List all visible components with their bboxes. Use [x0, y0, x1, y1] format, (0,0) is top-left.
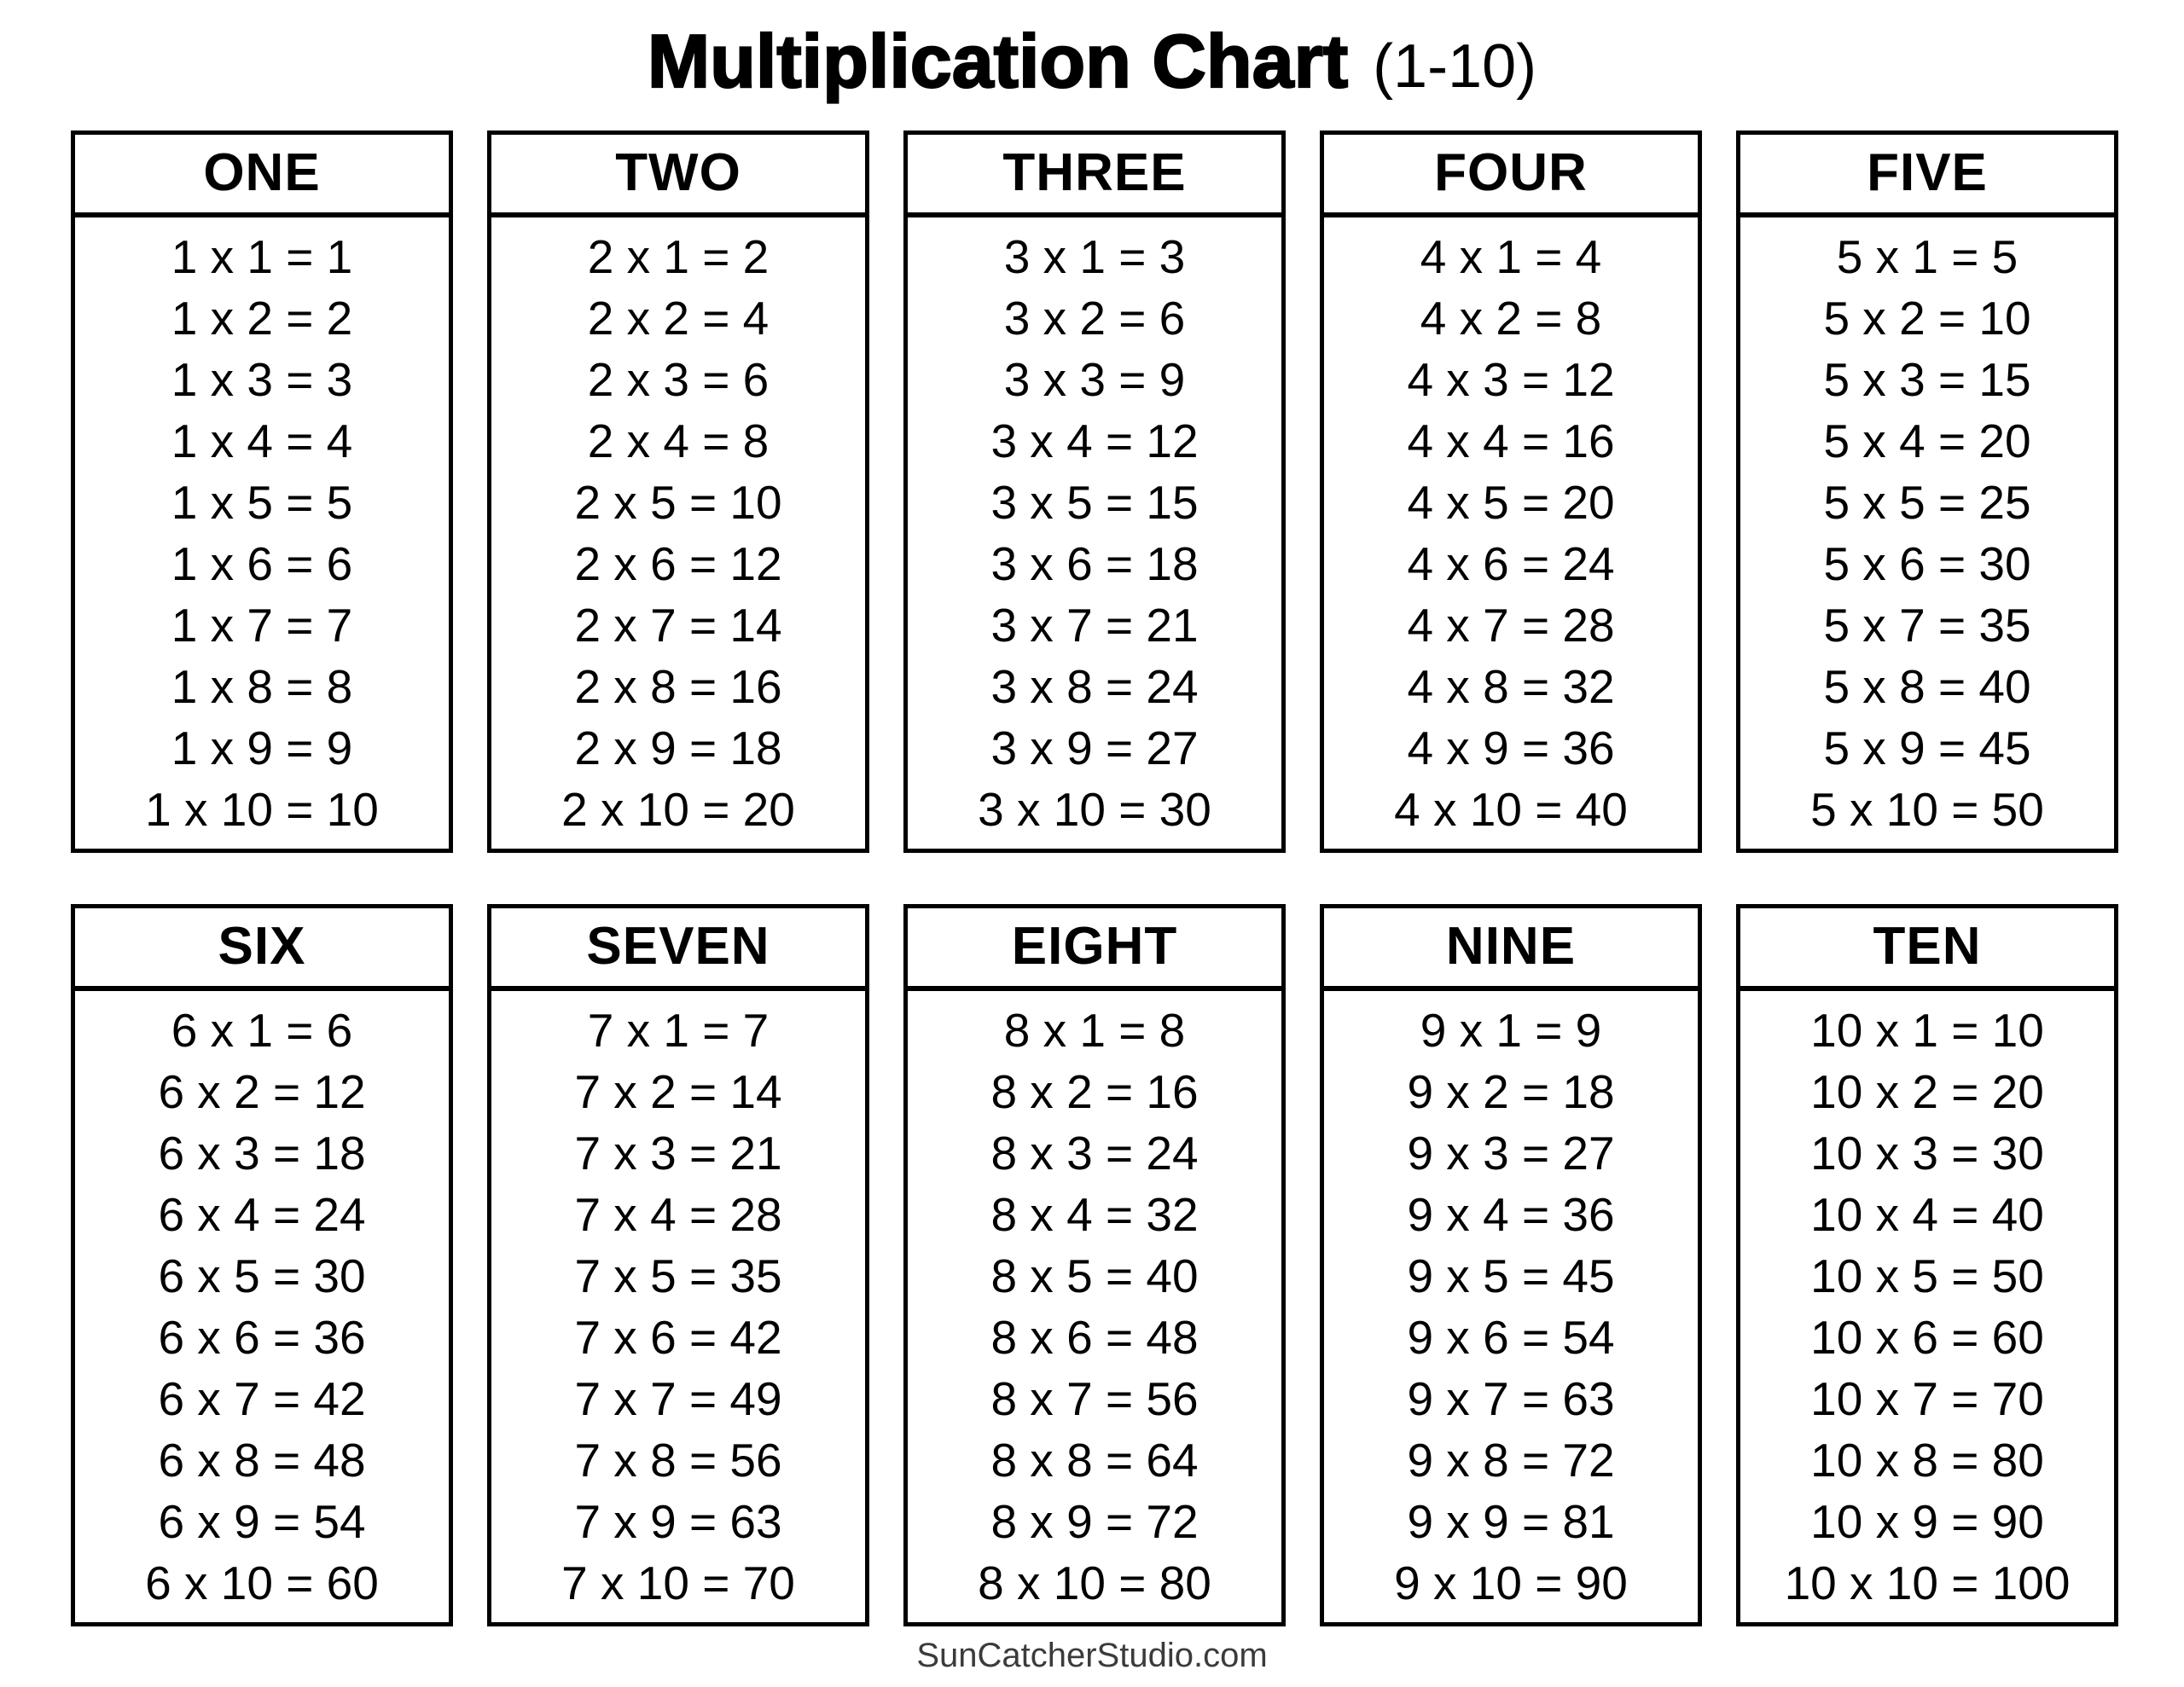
equation-row: 7 x 2 = 14	[574, 1065, 782, 1118]
equation-row: 10 x 1 = 10	[1810, 1004, 2044, 1057]
equation-row: 6 x 3 = 18	[158, 1127, 366, 1180]
equation-row: 4 x 8 = 32	[1407, 660, 1615, 713]
equation-row: 6 x 5 = 30	[158, 1249, 366, 1302]
equation-row: 5 x 8 = 40	[1823, 660, 2031, 713]
equation-row: 3 x 2 = 6	[1003, 292, 1186, 345]
multiplication-table-card	[71, 904, 453, 1626]
equation-row: 7 x 8 = 56	[574, 1434, 782, 1487]
equation-row: 5 x 6 = 30	[1823, 537, 2031, 590]
page-title-main: Multiplication Chart	[647, 19, 1349, 103]
table-body	[1740, 217, 2114, 849]
footer-credit: SunCatcherStudio.com	[916, 1637, 1268, 1674]
equation-row: 8 x 2 = 16	[990, 1065, 1199, 1118]
equation-row: 1 x 9 = 9	[171, 722, 353, 774]
table-body	[1740, 991, 2114, 1622]
table-header: FOUR	[1324, 135, 1698, 217]
equation-row: 10 x 9 = 90	[1810, 1495, 2044, 1548]
tables-grid	[0, 130, 2184, 1626]
equation-row: 9 x 7 = 63	[1407, 1372, 1615, 1425]
equation-row: 7 x 9 = 63	[574, 1495, 782, 1548]
multiplication-table-card	[1736, 130, 2118, 853]
equation-row: 3 x 5 = 15	[990, 476, 1199, 529]
equation-row: 1 x 4 = 4	[171, 415, 353, 467]
equation-row: 6 x 1 = 6	[171, 1004, 353, 1057]
equation-row: 3 x 3 = 9	[1003, 353, 1186, 406]
equation-row: 10 x 5 = 50	[1810, 1249, 2044, 1302]
equation-row: 9 x 10 = 90	[1394, 1557, 1628, 1609]
equation-row: 4 x 6 = 24	[1407, 537, 1615, 590]
equation-row: 5 x 9 = 45	[1823, 722, 2031, 774]
equation-row: 1 x 10 = 10	[145, 783, 379, 836]
equation-row: 7 x 7 = 49	[574, 1372, 782, 1425]
equation-row: 6 x 7 = 42	[158, 1372, 366, 1425]
equation-row: 8 x 7 = 56	[990, 1372, 1199, 1425]
equation-row: 1 x 3 = 3	[171, 353, 353, 406]
equation-row: 8 x 4 = 32	[990, 1188, 1199, 1241]
multiplication-table-card	[487, 130, 869, 853]
table-header: TEN	[1740, 908, 2114, 991]
equation-row: 5 x 4 = 20	[1823, 415, 2031, 467]
equation-row: 8 x 6 = 48	[990, 1311, 1199, 1364]
equation-row: 7 x 5 = 35	[574, 1249, 782, 1302]
equation-row: 3 x 8 = 24	[990, 660, 1199, 713]
equation-row: 6 x 10 = 60	[145, 1557, 379, 1609]
table-header: TWO	[491, 135, 865, 217]
equation-row: 3 x 7 = 21	[990, 599, 1199, 652]
equation-row: 4 x 9 = 36	[1407, 722, 1615, 774]
equation-row: 4 x 7 = 28	[1407, 599, 1615, 652]
equation-row: 8 x 9 = 72	[990, 1495, 1199, 1548]
equation-row: 10 x 3 = 30	[1810, 1127, 2044, 1180]
table-body	[1324, 217, 1698, 849]
equation-row: 3 x 6 = 18	[990, 537, 1199, 590]
table-body	[75, 991, 449, 1622]
table-body	[491, 991, 865, 1622]
table-body	[1324, 991, 1698, 1622]
equation-row: 6 x 2 = 12	[158, 1065, 366, 1118]
equation-row: 6 x 9 = 54	[158, 1495, 366, 1548]
equation-row: 2 x 8 = 16	[574, 660, 782, 713]
equation-row: 1 x 5 = 5	[171, 476, 353, 529]
equation-row: 4 x 4 = 16	[1407, 415, 1615, 467]
equation-row: 7 x 3 = 21	[574, 1127, 782, 1180]
table-header: SIX	[75, 908, 449, 991]
equation-row: 1 x 2 = 2	[171, 292, 353, 345]
equation-row: 9 x 9 = 81	[1407, 1495, 1615, 1548]
equation-row: 7 x 6 = 42	[574, 1311, 782, 1364]
equation-row: 2 x 4 = 8	[587, 415, 770, 467]
page-title	[0, 0, 2184, 130]
equation-row: 10 x 2 = 20	[1810, 1065, 2044, 1118]
equation-row: 2 x 1 = 2	[587, 230, 770, 283]
table-header: ONE	[75, 135, 449, 217]
equation-row: 2 x 6 = 12	[574, 537, 782, 590]
equation-row: 9 x 3 = 27	[1407, 1127, 1615, 1180]
equation-row: 4 x 2 = 8	[1420, 292, 1602, 345]
equation-row: 8 x 10 = 80	[978, 1557, 1211, 1609]
equation-row: 7 x 4 = 28	[574, 1188, 782, 1241]
table-header: NINE	[1324, 908, 1698, 991]
equation-row: 7 x 1 = 7	[587, 1004, 770, 1057]
equation-row: 9 x 4 = 36	[1407, 1188, 1615, 1241]
equation-row: 4 x 10 = 40	[1394, 783, 1628, 836]
equation-row: 6 x 6 = 36	[158, 1311, 366, 1364]
multiplication-table-card	[903, 130, 1286, 853]
table-body	[908, 217, 1281, 849]
equation-row: 8 x 1 = 8	[1003, 1004, 1186, 1057]
equation-row: 1 x 1 = 1	[171, 230, 353, 283]
equation-row: 9 x 8 = 72	[1407, 1434, 1615, 1487]
equation-row: 4 x 3 = 12	[1407, 353, 1615, 406]
equation-row: 4 x 1 = 4	[1420, 230, 1602, 283]
table-header: FIVE	[1740, 135, 2114, 217]
equation-row: 2 x 9 = 18	[574, 722, 782, 774]
page-title-range: (1-10)	[1373, 32, 1537, 101]
table-body	[491, 217, 865, 849]
equation-row: 8 x 3 = 24	[990, 1127, 1199, 1180]
equation-row: 4 x 5 = 20	[1407, 476, 1615, 529]
equation-row: 8 x 5 = 40	[990, 1249, 1199, 1302]
equation-row: 10 x 6 = 60	[1810, 1311, 2044, 1364]
multiplication-table-card	[903, 904, 1286, 1626]
table-body	[908, 991, 1281, 1622]
multiplication-table-card	[487, 904, 869, 1626]
equation-row: 2 x 10 = 20	[561, 783, 795, 836]
equation-row: 2 x 7 = 14	[574, 599, 782, 652]
equation-row: 5 x 1 = 5	[1836, 230, 2018, 283]
equation-row: 3 x 4 = 12	[990, 415, 1199, 467]
equation-row: 5 x 5 = 25	[1823, 476, 2031, 529]
equation-row: 9 x 5 = 45	[1407, 1249, 1615, 1302]
equation-row: 5 x 7 = 35	[1823, 599, 2031, 652]
equation-row: 3 x 10 = 30	[978, 783, 1211, 836]
equation-row: 10 x 4 = 40	[1810, 1188, 2044, 1241]
multiplication-table-card	[1320, 904, 1702, 1626]
multiplication-table-card	[71, 130, 453, 853]
table-header: THREE	[908, 135, 1281, 217]
equation-row: 10 x 7 = 70	[1810, 1372, 2044, 1425]
equation-row: 2 x 3 = 6	[587, 353, 770, 406]
equation-row: 9 x 2 = 18	[1407, 1065, 1615, 1118]
table-header: SEVEN	[491, 908, 865, 991]
equation-row: 1 x 8 = 8	[171, 660, 353, 713]
multiplication-table-card	[1736, 904, 2118, 1626]
multiplication-table-card	[1320, 130, 1702, 853]
equation-row: 5 x 3 = 15	[1823, 353, 2031, 406]
equation-row: 5 x 2 = 10	[1823, 292, 2031, 345]
equation-row: 6 x 4 = 24	[158, 1188, 366, 1241]
equation-row: 3 x 9 = 27	[990, 722, 1199, 774]
equation-row: 9 x 6 = 54	[1407, 1311, 1615, 1364]
equation-row: 9 x 1 = 9	[1420, 1004, 1602, 1057]
equation-row: 5 x 10 = 50	[1810, 783, 2044, 836]
equation-row: 1 x 6 = 6	[171, 537, 353, 590]
equation-row: 3 x 1 = 3	[1003, 230, 1186, 283]
table-header: EIGHT	[908, 908, 1281, 991]
equation-row: 10 x 10 = 100	[1784, 1557, 2071, 1609]
equation-row: 10 x 8 = 80	[1810, 1434, 2044, 1487]
table-body	[75, 217, 449, 849]
equation-row: 2 x 5 = 10	[574, 476, 782, 529]
equation-row: 8 x 8 = 64	[990, 1434, 1199, 1487]
equation-row: 7 x 10 = 70	[561, 1557, 795, 1609]
equation-row: 6 x 8 = 48	[158, 1434, 366, 1487]
equation-row: 2 x 2 = 4	[587, 292, 770, 345]
equation-row: 1 x 7 = 7	[171, 599, 353, 652]
